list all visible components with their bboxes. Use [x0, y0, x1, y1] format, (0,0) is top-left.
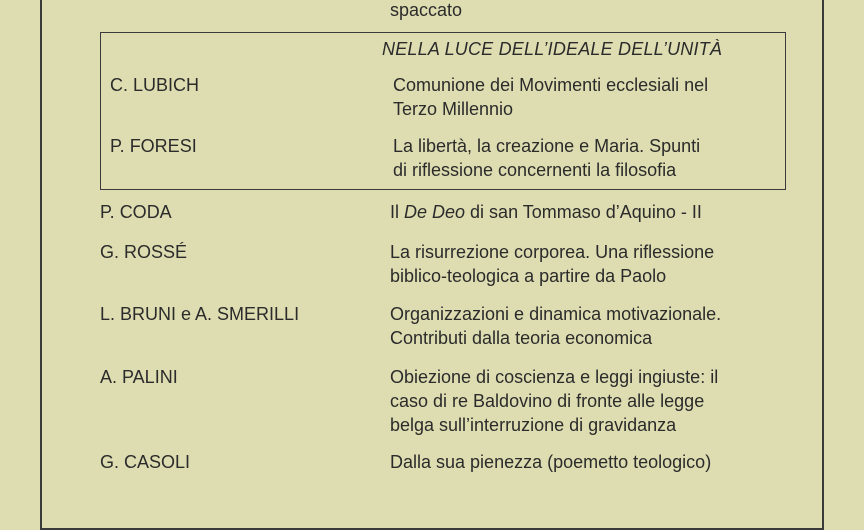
entry-author: L. BRUNI e A. SMERILLI: [100, 304, 300, 324]
section-heading: NELLA LUCE DELL’IDEALE DELL’UNITÀ: [382, 39, 723, 59]
entry-title-line: Organizzazioni e dinamica motivazionale.: [390, 304, 722, 324]
entry-title-line: Obiezione di coscienza e leggi ingiuste: il: [390, 367, 719, 387]
entry-title-line: Contributi dalla teoria economica: [390, 328, 653, 348]
entry-author: C. LUBICH: [110, 75, 200, 95]
title-italic-part: De Deo: [404, 202, 466, 222]
entry-title-fragment: spaccato: [390, 0, 463, 20]
entry-title-line: di riflessione concernenti la filosofia: [393, 160, 677, 180]
entry-title-line: belga sull’interruzione di gravidanza: [390, 415, 677, 435]
entry-title-line: Dalla sua pienezza (poemetto teologico): [390, 452, 712, 472]
entry-author: G. CASOLI: [100, 452, 191, 472]
entry-author: P. CODA: [100, 202, 172, 222]
entry-title-line: La risurrezione corporea. Una riflessione: [390, 242, 715, 262]
entry-title-line: biblico-teologica a partire da Paolo: [390, 266, 667, 286]
entry-title-line: Comunione dei Movimenti ecclesiali nel: [393, 75, 709, 95]
entry-title-line: La libertà, la creazione e Maria. Spunti: [393, 136, 701, 156]
title-part: di san Tommaso d’Aquino - II: [465, 202, 702, 222]
entry-title-line: caso di re Baldovino di fronte alle legge: [390, 391, 705, 411]
entry-author: A. PALINI: [100, 367, 178, 387]
entry-author: G. ROSSÉ: [100, 242, 188, 262]
entry-author: P. FORESI: [110, 136, 197, 156]
entry-title-line: Terzo Millennio: [393, 99, 514, 119]
title-part: Il: [390, 202, 405, 222]
entry-title: [390, 200, 786, 224]
